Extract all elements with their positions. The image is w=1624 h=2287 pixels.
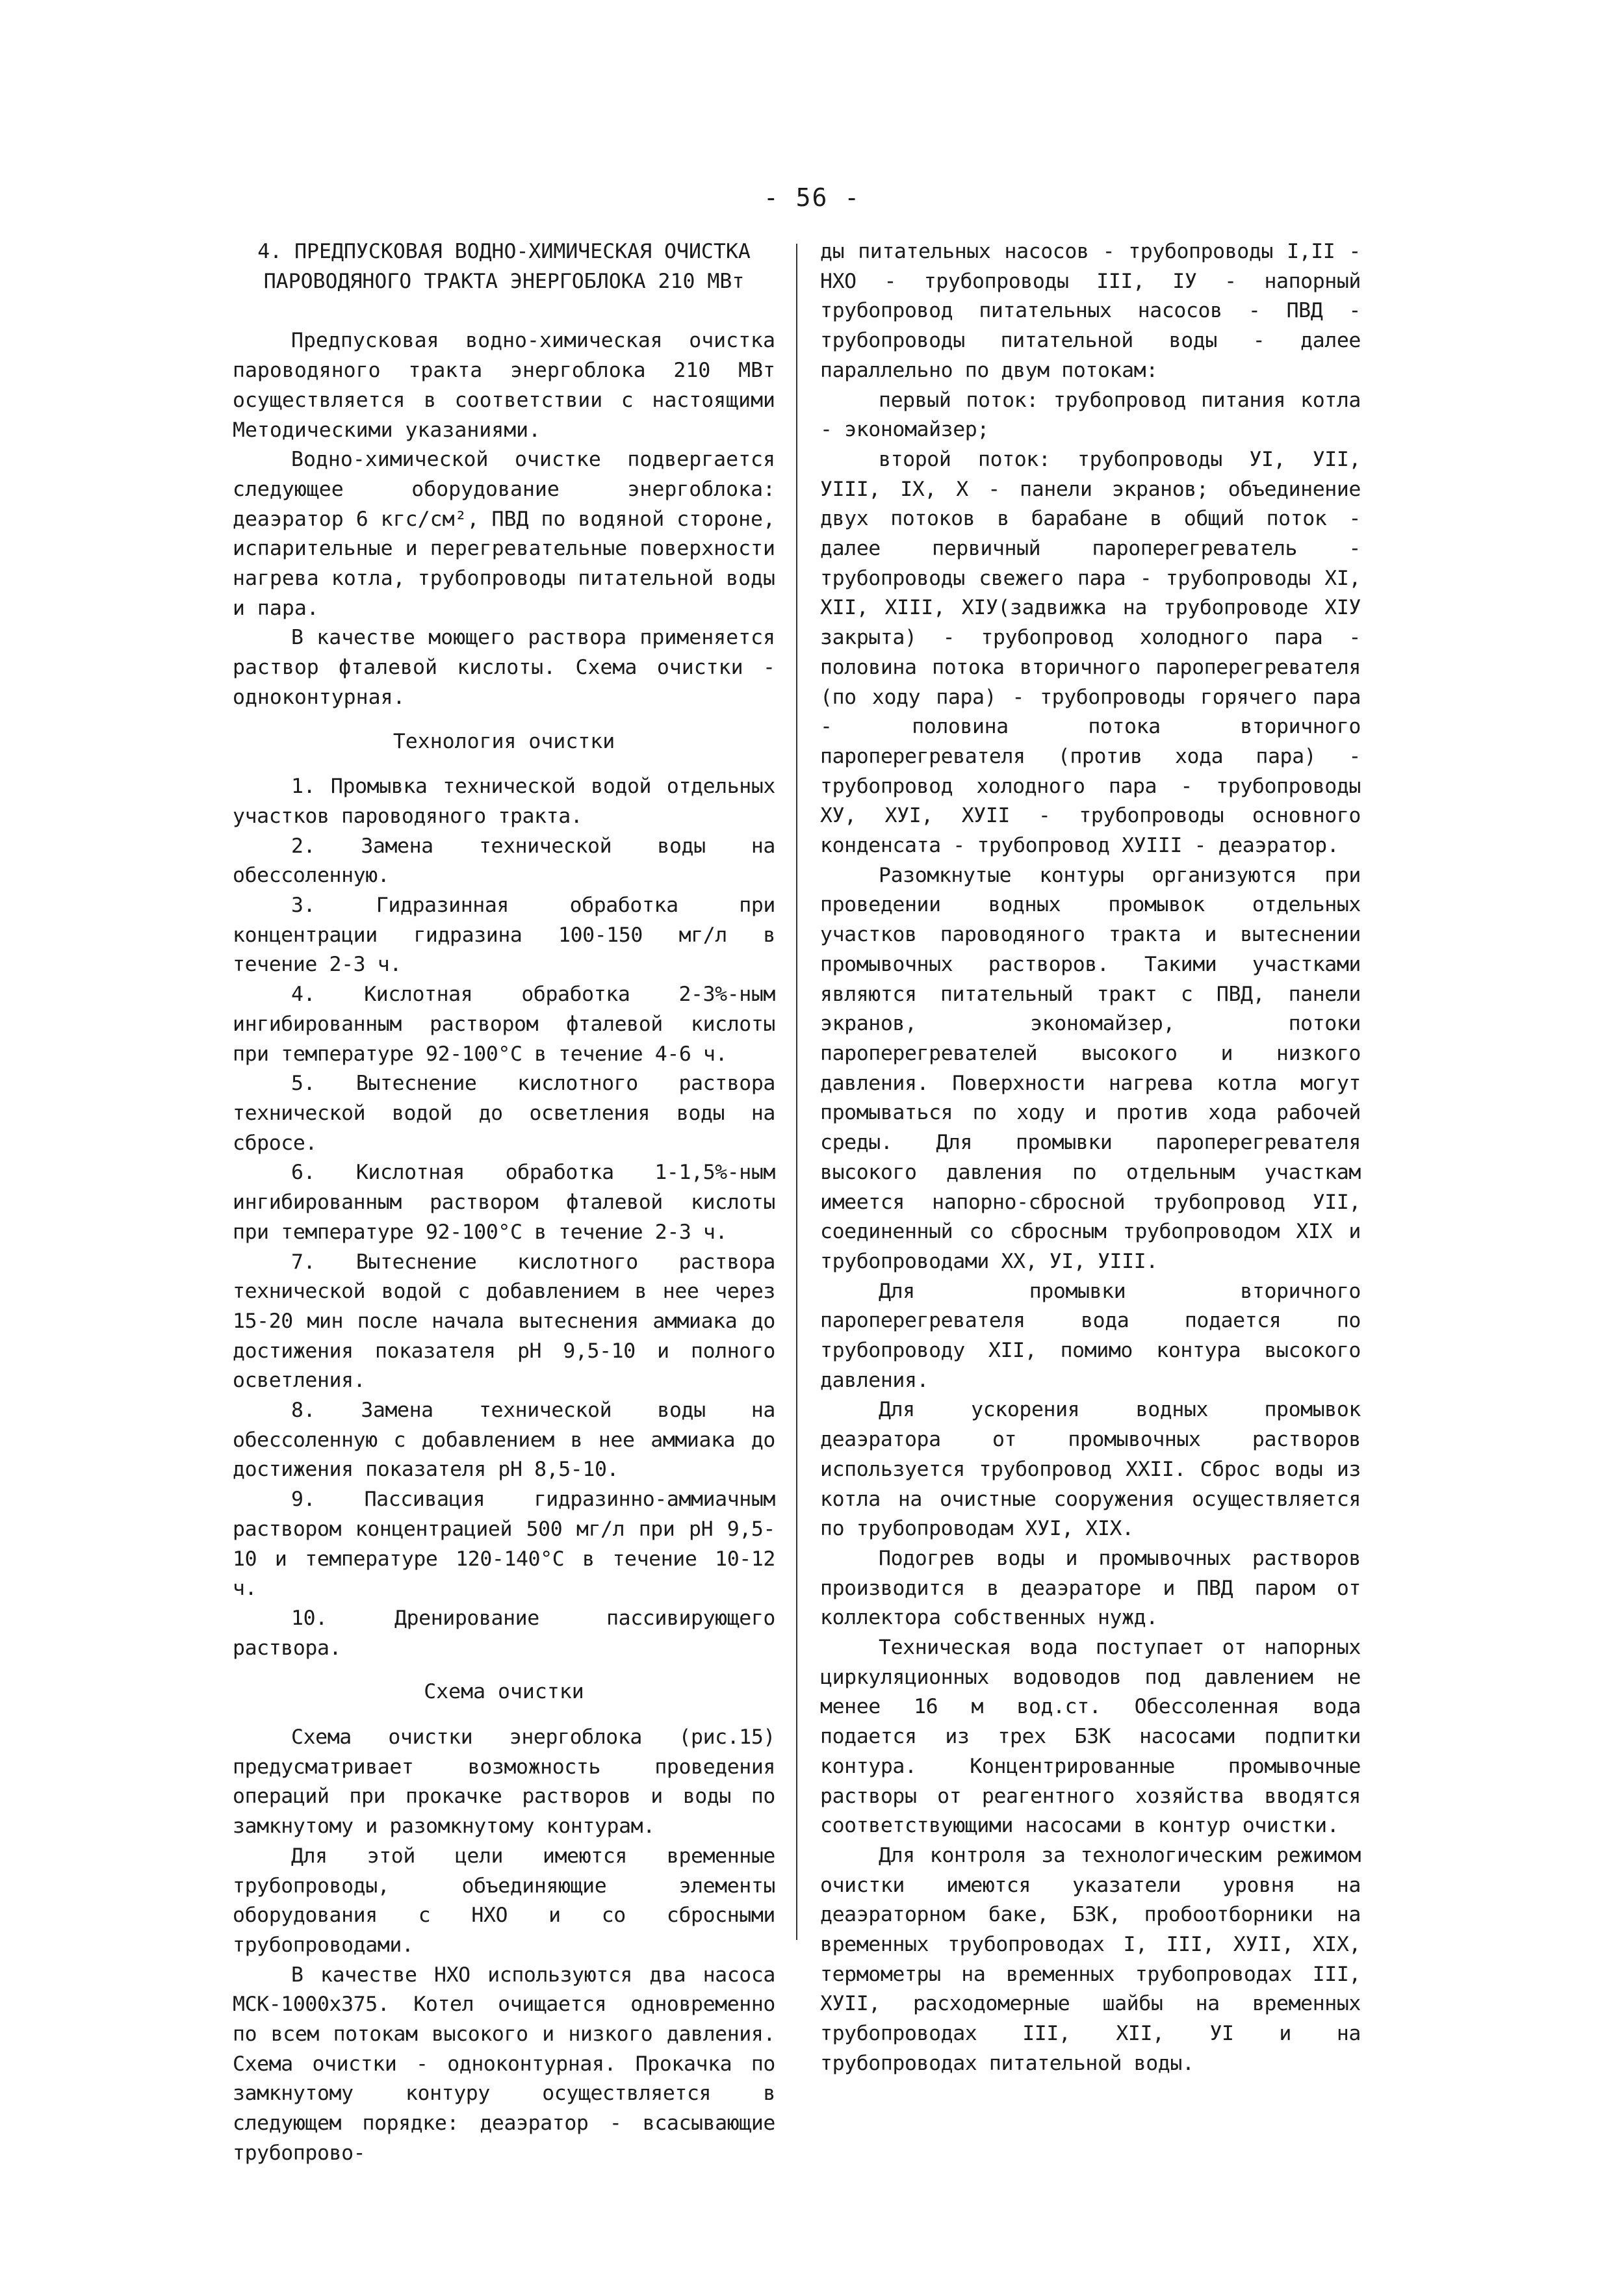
scheme-paragraph: Для этой цели имеются временные трубопроводы, объединяющие элементы оборудования с НХО и со сбросными трубопроводами. <box>233 1844 775 1957</box>
first-flow: первый поток: трубопровод питания котла - экономайзер; <box>820 388 1361 442</box>
scheme-paragraph: Схема очистки энергоблока (рис.15) предусматривает возможность проведения операций при прокачке растворов и воды по замкнутому и разомкнутому контурам. <box>233 1725 775 1839</box>
technology-step: 5. Вытеснение кислотного раствора технической водой до осветления воды на сбросе. <box>233 1072 775 1155</box>
body-paragraph: Разомкнутые контуры организуются при проведении водных промывок отдельных участков пароводяного тракта и вытеснении промывочных растворов. Такими участками являются питательный тракт с ПВД, панели экранов, экономайзер, потоки пароперегревателей высокого и низкого давления. Поверхности нагрева котла могут промываться по ходу и против хода рабочей среды. Для промывки пароперегревателя высокого давления по отдельным участкам имеется напорно-сбросной трубопровод УII, соединенный со сбросным трубопроводом XIX и трубопроводами XX, УI, УIII. <box>820 863 1361 1273</box>
technology-step: 9. Пассивация гидразинно-аммиачным раствором концентрацией 500 мг/л при рН 9,5-10 и температуре 120-140°С в течение 10-12 ч. <box>233 1488 775 1601</box>
technology-step: 1. Промывка технической водой отдельных участков пароводяного тракта. <box>233 775 775 828</box>
intro-paragraph: Предпусковая водно-химическая очистка пароводяного тракта энергоблока 210 МВт осуществляется в соответствии с настоящими Методическими указаниями. <box>233 329 775 442</box>
technology-step: 7. Вытеснение кислотного раствора технической водой с добавлением в нее через 15-20 мин после начала вытеснения аммиака до достижения показателя рН 9,5-10 и полного осветления. <box>233 1250 775 1393</box>
column-divider <box>796 244 797 1940</box>
body-paragraph: Техническая вода поступает от напорных циркуляционных водоводов под давлением не менее 16 м вод.ст. Обессоленная вода подается из трех БЗК насосами подпитки контура. Концентрированные промывочные растворы от реагентного хозяйства вводятся соответствующими насосами в контур очистки. <box>820 1636 1361 1838</box>
body-paragraph: Для промывки вторичного пароперегревателя вода подается по трубопроводу XII, помимо контура высокого давления. <box>820 1279 1361 1392</box>
scheme-paragraph: В качестве НХО используются два насоса МСК-1000х375. Котел очищается одновременно по всем потокам высокого и низкого давления. Схема очистки - одноконтурная. Прокачка по замкнутому контуру осуществляется в следующем порядке: деаэратор - всасывающие трубопрово- <box>233 1963 775 2165</box>
body-paragraph: Подогрев воды и промывочных растворов производится в деаэраторе и ПВД паром от коллектора собственных нужд. <box>820 1546 1361 1630</box>
technology-step: 10. Дренирование пассивирующего раствора. <box>233 1606 775 1660</box>
intro-paragraph: Водно-химической очистке подвергается следующее оборудование энергоблока: деаэратор 6 кгс/см², ПВД по водяной стороне, испарительные и перегревательные поверхности нагрева котла, трубопроводы питательной воды и пара. <box>233 448 775 620</box>
intro-paragraph: В качестве моющего раствора применяется раствор фталевой кислоты. Схема очистки - одноконтурная. <box>233 626 775 709</box>
technology-heading: Технология очистки <box>393 729 615 753</box>
right-column <box>820 237 1361 2079</box>
body-paragraph: Для контроля за технологическим режимом очистки имеются указатели уровня на деаэраторном баке, БЗК, пробоотборники на временных трубопроводах I, III, XУII, XIX, термометры на временных трубопроводах III, XУII, расходомерные шайбы на временных трубопроводах III, XII, УI и на трубопроводах питательной воды. <box>820 1843 1361 2075</box>
scheme-heading: Схема очистки <box>424 1680 584 1704</box>
left-column <box>233 237 775 2169</box>
body-paragraph: Для ускорения водных промывок деаэратора от промывочных растворов используется трубопровод XXII. Сброс воды из котла на очистные сооружения осуществляется по трубопроводам XУI, XIX. <box>820 1398 1361 1541</box>
technology-step: 8. Замена технической воды на обессоленную с добавлением в нее аммиака до достижения показателя рН 8,5-10. <box>233 1399 775 1482</box>
page-number: - 56 - <box>763 183 861 212</box>
section-title: 4. ПРЕДПУСКОВАЯ ВОДНО-ХИМИЧЕСКАЯ ОЧИСТКА ПАРОВОДЯНОГО ТРАКТА ЭНЕРГОБЛОКА 210 МВт <box>257 240 751 293</box>
technology-step: 3. Гидразинная обработка при концентрации гидразина 100-150 мг/л в течение 2-3 ч. <box>233 894 775 977</box>
technology-step: 6. Кислотная обработка 1-1,5%-ным ингибированным раствором фталевой кислоты при температуре 92-100°С в течение 2-3 ч. <box>233 1161 775 1244</box>
second-flow: второй поток: трубопроводы УI, УII, УIII, IX, X - панели экранов; объединение двух потоков в барабане в общий поток - далее первичный пароперегреватель - трубопроводы свежего пара - трубопроводы XI, XII, XIII, XIУ(задвижка на трубопроводе XIУ закрыта) - трубопровод холодного пара - половина потока вторичного пароперегревателя (по ходу пара) - трубопроводы горячего пара - половина потока вторичного пароперегревателя (против хода пара) - трубопровод холодного пара - трубопроводы XУ, XУI, XУII - трубопроводы основного конденсата - трубопровод XУIII - деаэратор. <box>820 447 1361 858</box>
flow-intro: ды питательных насосов - трубопроводы I,II - НХО - трубопроводы III, IУ - напорный трубопровод питательных насосов - ПВД - трубопроводы питательной воды - далее параллельно по двум потокам: <box>820 240 1361 382</box>
technology-step: 2. Замена технической воды на обессоленную. <box>233 834 775 888</box>
technology-step: 4. Кислотная обработка 2-3%-ным ингибированным раствором фталевой кислоты при температуре 92-100°С в течение 4-6 ч. <box>233 983 775 1066</box>
